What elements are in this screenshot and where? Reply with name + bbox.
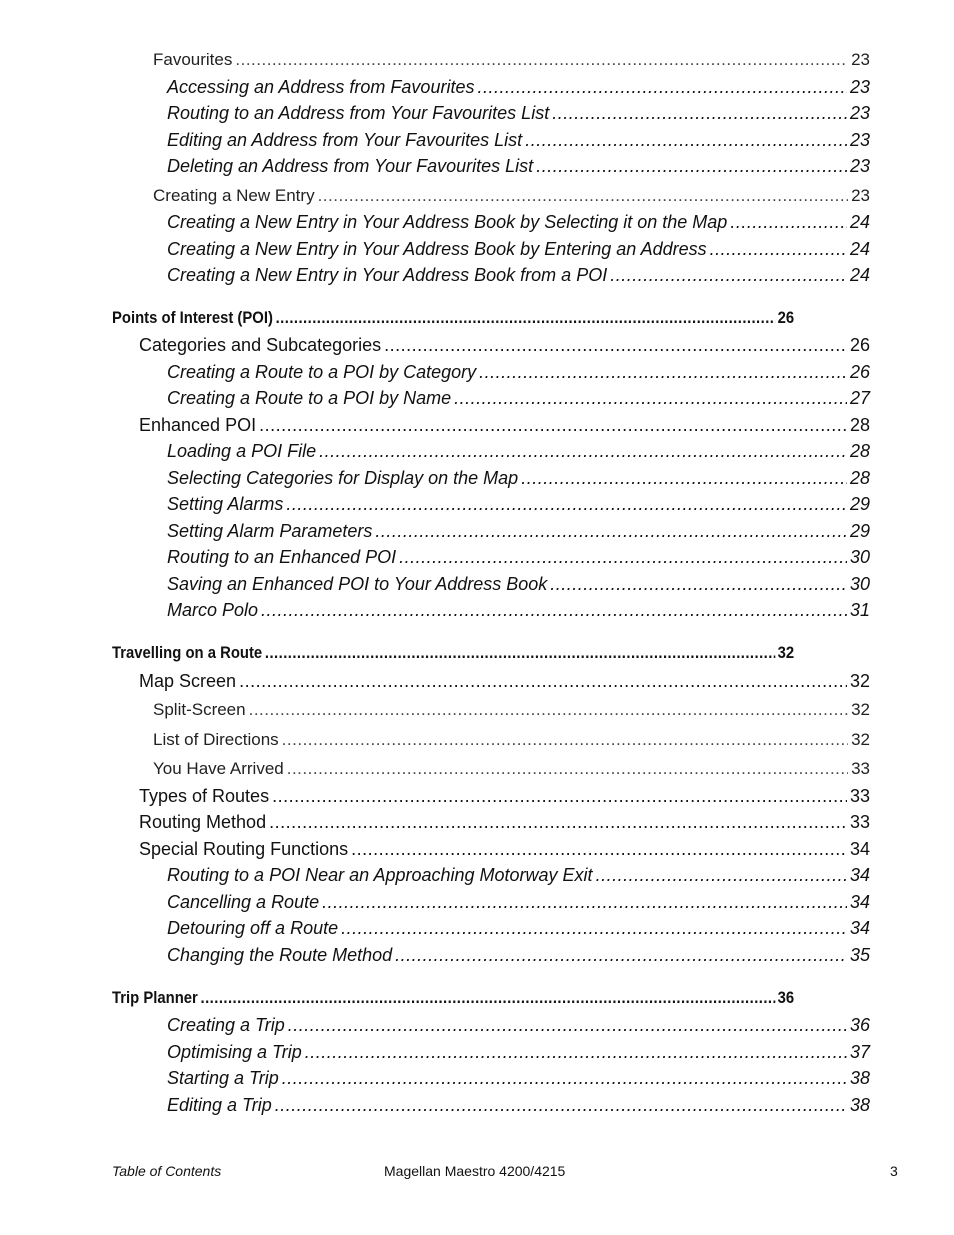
toc-entry-title: Selecting Categories for Display on the Map: [167, 468, 519, 488]
toc-item[interactable]: [167, 468, 870, 489]
toc-item[interactable]: [167, 521, 870, 542]
toc-entry-page: 28: [849, 468, 870, 488]
dot-leader: [287, 759, 848, 779]
toc-chapter[interactable]: [112, 309, 794, 328]
toc-item[interactable]: [167, 77, 870, 98]
dot-leader: [275, 1095, 847, 1116]
dot-leader: [305, 1042, 847, 1063]
toc-entry-page: 32: [851, 700, 870, 719]
toc-entry-page: 23: [849, 103, 870, 123]
toc-entry-title: Editing an Address from Your Favourites List: [167, 130, 523, 150]
dot-leader: [288, 1015, 847, 1036]
toc-entry-title: Loading a POI File: [167, 441, 317, 461]
toc-entry-title: Routing to an Enhanced POI: [167, 547, 397, 567]
toc-section[interactable]: [139, 812, 870, 833]
dot-leader: [272, 786, 847, 807]
toc-entry-page: 34: [849, 892, 870, 912]
toc-entry-page: 23: [849, 130, 870, 150]
dot-leader: [596, 865, 847, 886]
toc-entry-page: 35: [849, 945, 870, 965]
toc-entry-title: Points of Interest (POI): [112, 309, 273, 327]
toc-entry-page: 34: [849, 918, 870, 938]
dot-leader: [265, 644, 775, 663]
toc-item[interactable]: [167, 1095, 870, 1116]
toc-entry-title: Starting a Trip: [167, 1068, 279, 1088]
dot-leader: [319, 441, 847, 462]
dot-leader: [536, 156, 847, 177]
toc-entry-title: Saving an Enhanced POI to Your Address Book: [167, 574, 548, 594]
toc-entry-title: Special Routing Functions: [139, 839, 349, 859]
toc-entry-title: Map Screen: [139, 671, 237, 691]
toc-entry-title: Routing to an Address from Your Favourites List: [167, 103, 550, 123]
toc-item[interactable]: [167, 103, 870, 124]
toc-item[interactable]: [167, 212, 870, 233]
toc-entry-title: Creating a Route to a POI by Name: [167, 388, 452, 408]
toc-item[interactable]: [167, 574, 870, 595]
toc-entry-page: 36: [777, 989, 795, 1007]
toc-section[interactable]: [139, 839, 870, 860]
toc-entry-title: Changing the Route Method: [167, 945, 393, 965]
dot-leader: [249, 700, 848, 720]
toc-entry-title: Creating a Route to a POI by Category: [167, 362, 477, 382]
dot-leader: [479, 362, 847, 383]
toc-item[interactable]: [167, 1042, 870, 1063]
toc-entry-page: 34: [849, 839, 870, 859]
toc-item[interactable]: [167, 441, 870, 462]
dot-leader: [399, 547, 847, 568]
toc-entry-title: Travelling on a Route: [112, 644, 263, 662]
toc-entry-page: 32: [851, 730, 870, 749]
dot-leader: [384, 335, 847, 356]
toc-entry-page: 34: [849, 865, 870, 885]
toc-entry-page: 36: [849, 1015, 870, 1035]
toc-item[interactable]: [167, 388, 870, 409]
toc-entry-page: 32: [849, 671, 870, 691]
toc-section[interactable]: [139, 671, 870, 692]
toc-entry-title: List of Directions: [153, 730, 279, 749]
toc-entry-title: Creating a New Entry in Your Address Book from a POI: [167, 265, 608, 285]
toc-entry-page: 31: [849, 600, 870, 620]
toc-entry-title: Categories and Subcategories: [139, 335, 382, 355]
toc-entry-page: 24: [849, 265, 870, 285]
dot-leader: [395, 945, 847, 966]
toc-entry-page: 38: [849, 1095, 870, 1115]
toc-entry-page: 30: [849, 574, 870, 594]
toc-entry-title: Editing a Trip: [167, 1095, 272, 1115]
toc-entry-title: Split-Screen: [153, 700, 246, 719]
dot-leader: [261, 600, 847, 621]
toc-item[interactable]: [167, 265, 870, 286]
dot-leader: [610, 265, 847, 286]
dot-leader: [525, 130, 847, 151]
dot-leader: [201, 989, 775, 1008]
toc-subsection[interactable]: [153, 759, 870, 779]
dot-leader: [322, 892, 847, 913]
toc-entry-title: Setting Alarms: [167, 494, 284, 514]
dot-leader: [521, 468, 847, 489]
toc-entry-page: 26: [777, 309, 795, 327]
dot-leader: [269, 812, 847, 833]
dot-leader: [282, 1068, 847, 1089]
toc-entry-page: 29: [849, 521, 870, 541]
toc-item[interactable]: [167, 945, 870, 966]
toc-section[interactable]: [139, 335, 870, 356]
toc-section[interactable]: [139, 415, 870, 436]
toc-subsection[interactable]: [153, 730, 870, 750]
dot-leader: [550, 574, 847, 595]
toc-entry-page: 26: [849, 362, 870, 382]
footer-section-title: Table of Contents: [112, 1163, 222, 1179]
toc-chapter[interactable]: [112, 989, 794, 1008]
dot-leader: [239, 671, 847, 692]
toc-entry-page: 28: [849, 441, 870, 461]
toc-subsection[interactable]: [153, 50, 870, 70]
toc-entry-page: 30: [849, 547, 870, 567]
toc-item[interactable]: [167, 494, 870, 515]
toc-entry-page: 29: [849, 494, 870, 514]
toc-entry-page: 33: [849, 786, 870, 806]
dot-leader: [286, 494, 847, 515]
toc-entry-title: Optimising a Trip: [167, 1042, 302, 1062]
toc-chapter[interactable]: [112, 644, 794, 663]
dot-leader: [375, 521, 847, 542]
toc-entry-page: 23: [851, 50, 870, 69]
dot-leader: [454, 388, 847, 409]
toc-entry-title: Creating a New Entry in Your Address Book by Selecting it on the Map: [167, 212, 728, 232]
toc-entry-page: 33: [849, 812, 870, 832]
toc-section[interactable]: [139, 786, 870, 807]
dot-leader: [341, 918, 847, 939]
toc-entry-title: Routing Method: [139, 812, 267, 832]
dot-leader: [276, 309, 775, 328]
toc-item[interactable]: [167, 130, 870, 151]
toc-entry-page: 32: [777, 644, 795, 662]
toc-entry-title: Deleting an Address from Your Favourites List: [167, 156, 534, 176]
toc-item[interactable]: [167, 156, 870, 177]
toc-entry-page: 24: [849, 212, 870, 232]
dot-leader: [710, 239, 847, 260]
toc-entry-title: Creating a New Entry in Your Address Book by Entering an Address: [167, 239, 707, 259]
toc-entry-title: Favourites: [153, 50, 233, 69]
dot-leader: [318, 186, 849, 206]
toc-entry-page: 33: [851, 759, 870, 778]
toc-entry-page: 38: [849, 1068, 870, 1088]
dot-leader: [477, 77, 847, 98]
toc-entry-page: 24: [849, 239, 870, 259]
toc-entry-page: 23: [849, 156, 870, 176]
toc-subsection[interactable]: [153, 186, 870, 206]
toc-entry-title: Types of Routes: [139, 786, 270, 806]
toc-entry-title: Creating a Trip: [167, 1015, 285, 1035]
toc-item[interactable]: [167, 239, 870, 260]
dot-leader: [552, 103, 847, 124]
toc-entry-title: Accessing an Address from Favourites: [167, 77, 475, 97]
toc-item[interactable]: [167, 362, 870, 383]
toc-item[interactable]: [167, 600, 870, 621]
toc-entry-title: Creating a New Entry: [153, 186, 315, 205]
toc-entry-page: 28: [849, 415, 870, 435]
dot-leader: [282, 730, 848, 750]
toc-entry-title: Enhanced POI: [139, 415, 257, 435]
dot-leader: [259, 415, 847, 436]
toc-item[interactable]: [167, 1068, 870, 1089]
toc-entry-title: Marco Polo: [167, 600, 259, 620]
toc-item[interactable]: [167, 918, 870, 939]
dot-leader: [235, 50, 848, 70]
toc-entry-page: 23: [851, 186, 870, 205]
toc-entry-title: You Have Arrived: [153, 759, 284, 778]
toc-entry-page: 37: [849, 1042, 870, 1062]
toc-entry-title: Routing to a POI Near an Approaching Motorway Exit: [167, 865, 593, 885]
dot-leader: [351, 839, 847, 860]
dot-leader: [730, 212, 847, 233]
toc-entry-title: Setting Alarm Parameters: [167, 521, 373, 541]
toc-entry-page: 27: [849, 388, 870, 408]
toc-entry-page: 23: [849, 77, 870, 97]
toc-entry-title: Trip Planner: [112, 989, 198, 1007]
footer-product-name: Magellan Maestro 4200/4215: [384, 1163, 566, 1179]
toc-subsection[interactable]: [153, 700, 870, 720]
toc-item[interactable]: [167, 1015, 870, 1036]
toc-entry-title: Detouring off a Route: [167, 918, 339, 938]
toc-entry-title: Cancelling a Route: [167, 892, 320, 912]
toc-entry-page: 26: [849, 335, 870, 355]
toc-item[interactable]: [167, 892, 870, 913]
toc-item[interactable]: [167, 547, 870, 568]
footer-page-number: 3: [890, 1163, 898, 1179]
toc-item[interactable]: [167, 865, 870, 886]
